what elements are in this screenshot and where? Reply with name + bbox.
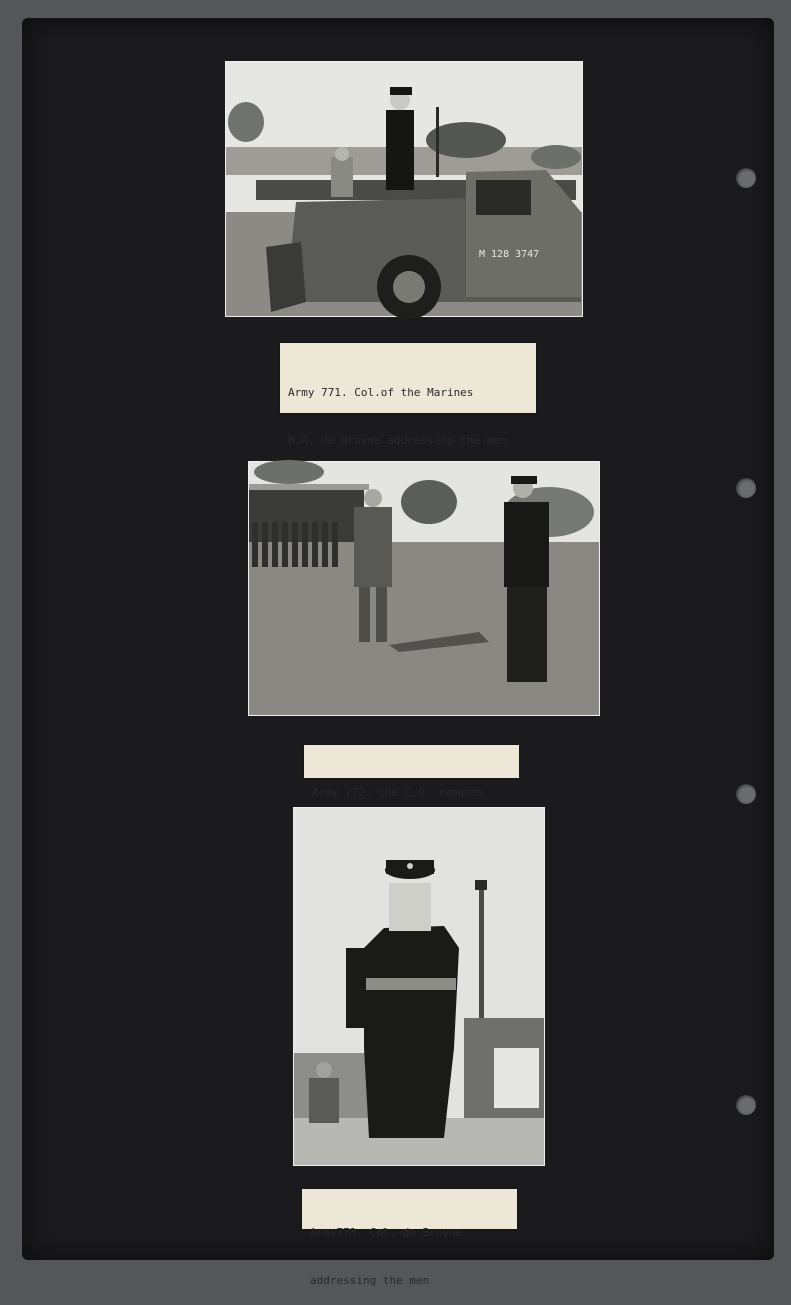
caption-line: M.R. de Bruyne addressing the men (288, 434, 507, 447)
photo-co-reports (248, 461, 600, 716)
binder-hole-1 (736, 168, 756, 188)
caption-army-772 (304, 745, 519, 799)
caption-line: Army 771. Col.of the Marines (288, 386, 474, 399)
vehicle-plate-text: M 128 3747 (479, 249, 540, 260)
caption-army-771 (280, 343, 536, 447)
caption-line: addressing the men (310, 1274, 430, 1287)
photo-colonel-on-vehicle (225, 61, 583, 317)
caption-line: Army 772. the C.O. reports (312, 786, 485, 799)
binder-hole-2 (736, 478, 756, 498)
photo-colonel-addressing (293, 807, 545, 1166)
binder-hole-4 (736, 1095, 756, 1115)
caption-line: Army773. Col. de Bruyne (310, 1226, 463, 1239)
binder-hole-3 (736, 784, 756, 804)
caption-army-773 (302, 1189, 517, 1287)
